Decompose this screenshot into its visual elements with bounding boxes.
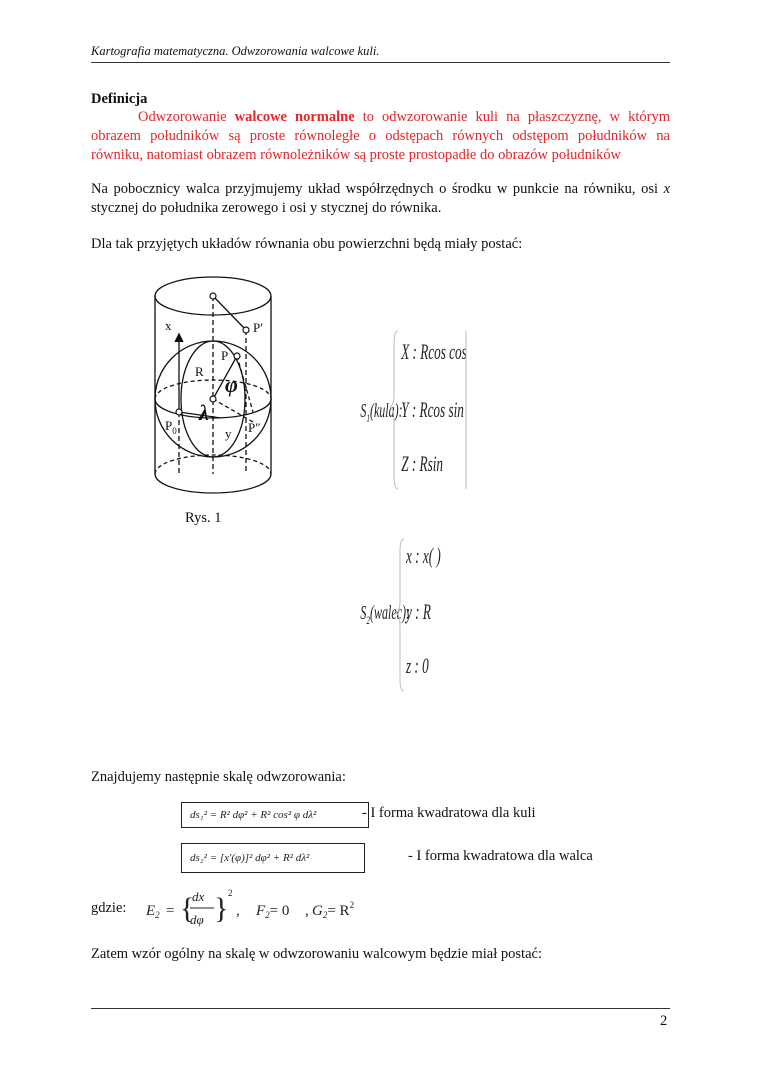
sphere-quadratic-form: ds₁² = R² dφ² + R² cos² φ dλ² bbox=[181, 802, 369, 828]
footer-rule bbox=[91, 1008, 670, 1009]
paragraph-1-part-a: Na pobocznicy walca przyjmujemy układ współrzędnych o środku w punkcie na równiku, osi bbox=[91, 181, 664, 197]
definition-bold-term: walcowe normalne bbox=[234, 109, 355, 125]
sphere-equations bbox=[358, 325, 478, 495]
cylinder-bottom-front bbox=[155, 474, 271, 493]
coef-f2: $F_2= 0$ bbox=[256, 903, 290, 920]
svg-text:=: = bbox=[166, 903, 175, 919]
svg-text:}: } bbox=[214, 892, 229, 925]
label-phi: φ bbox=[225, 372, 238, 397]
label-p0: $P_0$ bbox=[165, 418, 177, 436]
definition-rest: to odwzorowanie kuli na płaszczyznę, w którym obrazem południków są proste równoległe o odstępach równych odstępom południków na równiku, natomiast obrazem równoleżników są proste prostopadłe do obrazów południków bbox=[91, 109, 670, 163]
paragraph-coordinate-system bbox=[91, 180, 670, 218]
sphere-eq-y: Y : Rcos sin bbox=[401, 397, 464, 422]
frac-denominator: dφ bbox=[190, 912, 204, 927]
sphere-eq-x: X : Rcos cos bbox=[401, 339, 467, 364]
label-r: R bbox=[195, 364, 204, 379]
cylinder-form-label: - I forma kwadratowa dla walca bbox=[408, 848, 593, 864]
definition-title: Definicja bbox=[91, 91, 148, 107]
exp-2: 2 bbox=[228, 888, 233, 898]
figure-caption: Rys. 1 bbox=[185, 510, 222, 526]
svg-text:S2(walec):: $S_2(walec)$: bbox=[360, 600, 410, 628]
svg-text:,: , bbox=[236, 903, 240, 919]
paragraph-scale-intro: Znajdujemy następnie skalę odwzorowania: bbox=[91, 769, 346, 785]
svg-text:S1(kula):: $S_1(kula)$: bbox=[360, 398, 403, 426]
gauss-coefficients bbox=[142, 884, 362, 932]
header-rule bbox=[91, 62, 670, 63]
frac-numerator: dx bbox=[192, 889, 205, 904]
sphere-form-label: - I forma kwadratowa dla kuli bbox=[362, 805, 536, 821]
coef-g2: $G_2= R^2$ bbox=[312, 900, 355, 920]
running-header: Kartografia matematyczna. Odwzorowania walcowe kuli. bbox=[91, 44, 380, 58]
sphere-eq-z: Z : Rsin bbox=[401, 451, 443, 476]
sphere-cylinder-figure bbox=[145, 272, 285, 504]
label-p-double: P″ bbox=[248, 420, 261, 435]
definition-lead: Odwzorowanie bbox=[138, 109, 235, 125]
page-number: 2 bbox=[660, 1013, 668, 1029]
cylinder-eq-z: z : 0 bbox=[406, 653, 429, 678]
label-p: P bbox=[221, 348, 229, 363]
svg-text:,: , bbox=[305, 903, 309, 919]
label-p-prime: P′ bbox=[253, 320, 264, 335]
cylinder-quadratic-form: ds₂² = [x′(φ)]² dφ² + R² dλ² bbox=[181, 843, 365, 873]
axis-x-letter: x bbox=[663, 181, 670, 197]
cylinder-eq-x: x : x( ) bbox=[406, 543, 441, 568]
cylinder-eq-y: y : R bbox=[406, 599, 431, 624]
label-lambda: λ bbox=[199, 400, 209, 425]
definition-body bbox=[91, 108, 670, 165]
paragraph-equations-intro: Dla tak przyjętych układów równania obu powierzchni będą miały postać: bbox=[91, 236, 523, 252]
label-y: y bbox=[225, 426, 232, 441]
paragraph-general-scale: Zatem wzór ogólny na skalę w odwzorowaniu walcowym będzie miał postać: bbox=[91, 946, 542, 962]
label-x: x bbox=[165, 318, 172, 333]
cylinder-equations bbox=[358, 535, 458, 695]
coef-e2: $E_2$ bbox=[146, 903, 160, 920]
paragraph-1-part-b: stycznej do południka zerowego i osi y stycznej do równika. bbox=[91, 200, 442, 216]
gdzie-label: gdzie: bbox=[91, 900, 127, 916]
svg-text:{: { bbox=[180, 892, 195, 925]
